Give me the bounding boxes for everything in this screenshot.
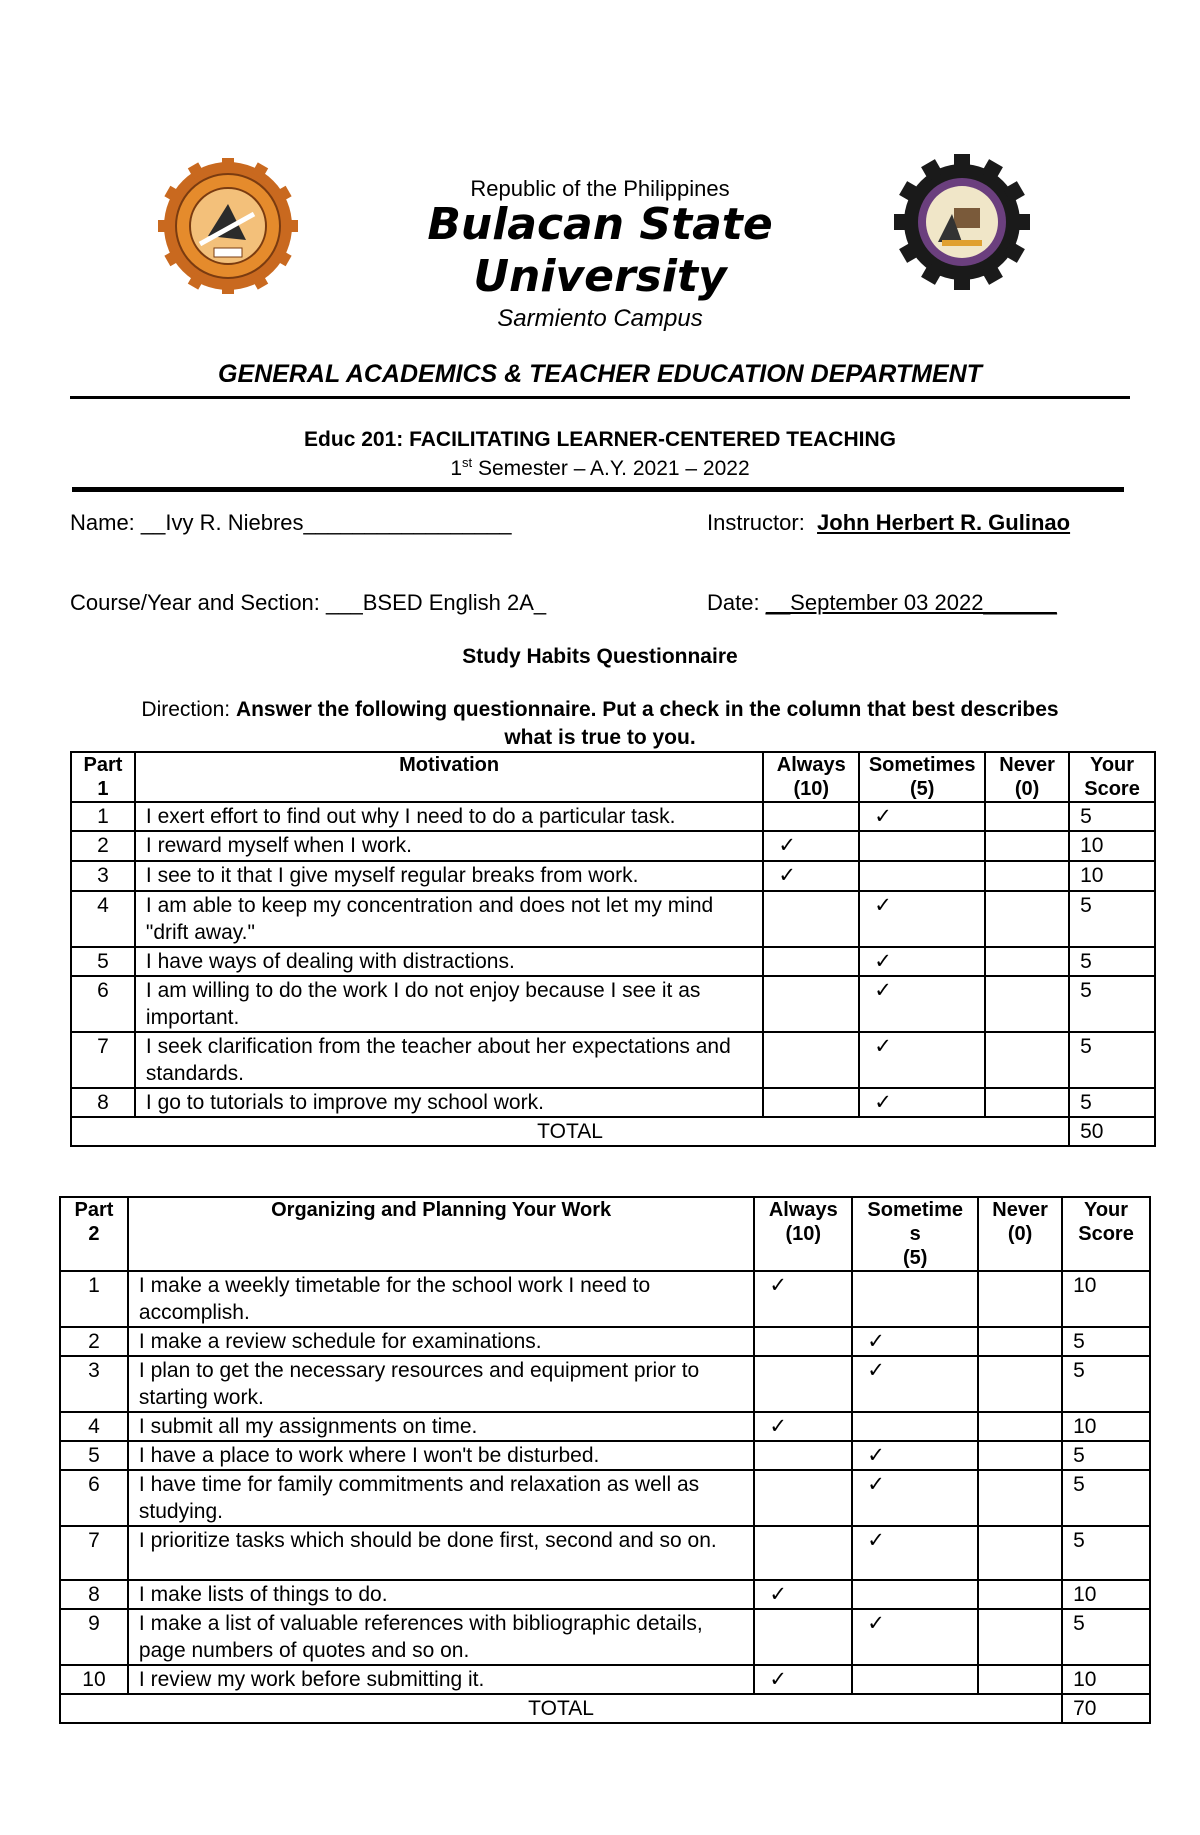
republic-line: Republic of the Philippines xyxy=(470,176,730,201)
header-rule-top xyxy=(70,396,1130,399)
questionnaire-title: Study Habits Questionnaire xyxy=(462,645,738,668)
table-row xyxy=(60,1327,1150,1356)
table-row xyxy=(60,1441,1150,1470)
course-section-field xyxy=(70,590,546,616)
row-number: 8 xyxy=(60,1580,128,1609)
table-row xyxy=(71,1088,1155,1117)
name-value: __Ivy R. Niebres_________________ xyxy=(140,510,512,535)
score-cell: 10 xyxy=(1069,831,1155,861)
score-cell: 5 xyxy=(1062,1526,1150,1580)
total-value: 50 xyxy=(1069,1117,1155,1146)
part1-header-text: Sometimes xyxy=(868,754,976,776)
table-row xyxy=(71,1032,1155,1088)
part2-header-text: Organizing and Planning Your Work xyxy=(271,1199,612,1221)
score-cell: 10 xyxy=(1062,1412,1150,1441)
score-cell: 5 xyxy=(1062,1609,1150,1665)
semester-sup: st xyxy=(462,455,473,470)
always-cell xyxy=(754,1356,852,1412)
row-number: 9 xyxy=(60,1609,128,1665)
part2-header-text: 2 xyxy=(88,1223,100,1245)
table-row xyxy=(71,891,1155,947)
part1-table xyxy=(70,751,1156,1147)
sometimes-cell xyxy=(852,1580,978,1609)
never-cell xyxy=(978,1412,1062,1441)
row-number: 8 xyxy=(71,1088,135,1117)
row-number: 1 xyxy=(71,802,135,831)
course-section-value: ___BSED English 2A_ xyxy=(326,590,547,615)
part2-header-part xyxy=(60,1197,128,1271)
part1-header-text: Never xyxy=(999,754,1055,776)
row-statement: I go to tutorials to improve my school work. xyxy=(135,1088,763,1117)
sometimes-cell: ✓ xyxy=(852,1526,978,1580)
always-cell xyxy=(754,1526,852,1580)
row-statement: I see to it that I give myself regular breaks from work. xyxy=(135,861,763,891)
score-cell: 5 xyxy=(1062,1327,1150,1356)
never-cell xyxy=(985,861,1069,891)
always-cell xyxy=(763,802,859,831)
part1-header-sometimes xyxy=(859,752,985,802)
table-row xyxy=(60,1580,1150,1609)
always-cell xyxy=(763,1088,859,1117)
row-number: 4 xyxy=(60,1412,128,1441)
score-cell: 10 xyxy=(1062,1580,1150,1609)
sometimes-cell: ✓ xyxy=(859,947,985,976)
always-cell: ✓ xyxy=(754,1271,852,1327)
part2-header-text: (10) xyxy=(785,1223,822,1245)
score-cell: 5 xyxy=(1062,1441,1150,1470)
instructor-value: John Herbert R. Gulinao xyxy=(817,510,1071,535)
never-cell xyxy=(978,1580,1062,1609)
part2-header-sometimes xyxy=(852,1197,978,1271)
row-statement: I have a place to work where I won't be disturbed. xyxy=(128,1441,754,1470)
sometimes-cell: ✓ xyxy=(859,1032,985,1088)
sometimes-cell: ✓ xyxy=(859,976,985,1032)
row-statement: I am able to keep my concentration and does not let my mind "drift away." xyxy=(135,891,763,947)
row-number: 2 xyxy=(71,831,135,861)
score-cell: 10 xyxy=(1069,861,1155,891)
total-value: 70 xyxy=(1062,1694,1150,1723)
part1-header-text: Score xyxy=(1084,778,1140,800)
always-cell xyxy=(754,1470,852,1526)
row-number: 7 xyxy=(71,1032,135,1088)
name-field xyxy=(70,510,512,536)
never-cell xyxy=(978,1327,1062,1356)
part1-header-text: Part xyxy=(83,754,123,776)
direction-line1 xyxy=(60,698,1140,722)
row-statement: I make a review schedule for examinations. xyxy=(128,1327,754,1356)
score-cell: 5 xyxy=(1069,947,1155,976)
sometimes-cell: ✓ xyxy=(852,1441,978,1470)
never-cell xyxy=(978,1356,1062,1412)
always-cell xyxy=(763,891,859,947)
never-cell xyxy=(985,1088,1069,1117)
table-row xyxy=(60,1356,1150,1412)
score-cell: 5 xyxy=(1069,802,1155,831)
semester-ordinal: 1 xyxy=(450,457,463,480)
row-number: 6 xyxy=(71,976,135,1032)
always-cell xyxy=(754,1327,852,1356)
sometimes-cell xyxy=(852,1665,978,1694)
campus-name: Sarmiento Campus xyxy=(497,305,703,332)
row-statement: I am willing to do the work I do not enjoy because I see it as important. xyxy=(135,976,763,1032)
never-cell xyxy=(978,1470,1062,1526)
row-statement: I have ways of dealing with distractions. xyxy=(135,947,763,976)
always-cell xyxy=(763,1032,859,1088)
score-cell: 10 xyxy=(1062,1665,1150,1694)
part1-header-text: (5) xyxy=(909,778,935,800)
part2-header-text: Always xyxy=(768,1199,838,1221)
row-statement: I make a weekly timetable for the school work I need to accomplish. xyxy=(128,1271,754,1327)
always-cell: ✓ xyxy=(754,1580,852,1609)
part1-header-score xyxy=(1069,752,1155,802)
sometimes-cell xyxy=(852,1412,978,1441)
row-statement: I review my work before submitting it. xyxy=(128,1665,754,1694)
part2-header-text: Sometime xyxy=(867,1199,963,1221)
always-cell: ✓ xyxy=(754,1412,852,1441)
never-cell xyxy=(978,1665,1062,1694)
sometimes-cell: ✓ xyxy=(852,1609,978,1665)
total-label: TOTAL xyxy=(71,1117,1069,1146)
part2-table xyxy=(59,1196,1151,1724)
table-row xyxy=(71,976,1155,1032)
instructor-label: Instructor: xyxy=(707,510,805,535)
name-label: Name: xyxy=(70,510,141,535)
part1-header-never xyxy=(985,752,1069,802)
never-cell xyxy=(978,1609,1062,1665)
part2-header-text: Score xyxy=(1078,1223,1134,1245)
table-row xyxy=(60,1470,1150,1526)
row-number: 4 xyxy=(71,891,135,947)
total-row xyxy=(60,1694,1150,1723)
course-section-label: Course/Year and Section: xyxy=(70,590,327,615)
sometimes-cell: ✓ xyxy=(852,1470,978,1526)
score-cell: 5 xyxy=(1062,1356,1150,1412)
semester-rest: Semester – A.Y. 2021 – 2022 xyxy=(472,457,750,480)
never-cell xyxy=(978,1441,1062,1470)
score-cell: 5 xyxy=(1069,1032,1155,1088)
part2-header-text: Never xyxy=(992,1199,1048,1221)
part2-header-score xyxy=(1062,1197,1150,1271)
never-cell xyxy=(978,1271,1062,1327)
part2-header-title xyxy=(128,1197,754,1271)
semester-line xyxy=(0,455,1200,481)
always-cell: ✓ xyxy=(763,831,859,861)
never-cell xyxy=(985,891,1069,947)
table-row xyxy=(60,1526,1150,1580)
never-cell xyxy=(985,1032,1069,1088)
sometimes-cell: ✓ xyxy=(859,891,985,947)
never-cell xyxy=(985,831,1069,861)
sometimes-cell: ✓ xyxy=(852,1327,978,1356)
score-cell: 5 xyxy=(1062,1470,1150,1526)
sometimes-cell xyxy=(859,831,985,861)
total-label: TOTAL xyxy=(60,1694,1062,1723)
row-statement: I make a list of valuable references with bibliographic details, page numbers of quotes and so on. xyxy=(128,1609,754,1665)
never-cell xyxy=(978,1526,1062,1580)
date-label: Date: xyxy=(707,590,766,615)
part2-header-row xyxy=(60,1197,1150,1271)
row-number: 3 xyxy=(71,861,135,891)
total-row xyxy=(71,1117,1155,1146)
table-row xyxy=(60,1271,1150,1327)
score-cell: 10 xyxy=(1062,1271,1150,1327)
row-number: 5 xyxy=(71,947,135,976)
sometimes-cell: ✓ xyxy=(859,802,985,831)
always-cell: ✓ xyxy=(754,1665,852,1694)
always-cell xyxy=(763,947,859,976)
score-cell: 5 xyxy=(1069,891,1155,947)
part1-header-always xyxy=(763,752,859,802)
never-cell xyxy=(985,976,1069,1032)
part2-header-text: Your xyxy=(1083,1199,1129,1221)
row-number: 1 xyxy=(60,1271,128,1327)
part1-header-text: (10) xyxy=(793,778,830,800)
part1-header-text: Motivation xyxy=(399,754,500,776)
row-number: 10 xyxy=(60,1665,128,1694)
table-row xyxy=(71,802,1155,831)
row-statement: I exert effort to find out why I need to do a particular task. xyxy=(135,802,763,831)
sometimes-cell: ✓ xyxy=(859,1088,985,1117)
score-cell: 5 xyxy=(1069,1088,1155,1117)
row-number: 5 xyxy=(60,1441,128,1470)
header-rule-bottom xyxy=(72,487,1124,492)
table-row xyxy=(71,861,1155,891)
table-row xyxy=(60,1412,1150,1441)
direction-label: Direction: xyxy=(141,698,236,721)
table-row xyxy=(60,1609,1150,1665)
part1-header-title xyxy=(135,752,763,802)
university-name-line2: University xyxy=(473,251,727,302)
row-number: 7 xyxy=(60,1526,128,1580)
direction-text1: Answer the following questionnaire. Put a check in the column that best describes xyxy=(235,698,1059,721)
date-value: __September 03 2022______ xyxy=(765,590,1057,615)
part2-header-never xyxy=(978,1197,1062,1271)
sometimes-cell xyxy=(859,861,985,891)
row-statement: I have time for family commitments and relaxation as well as studying. xyxy=(128,1470,754,1526)
instructor-field xyxy=(707,510,1070,536)
always-cell xyxy=(754,1441,852,1470)
never-cell xyxy=(985,802,1069,831)
sometimes-cell xyxy=(852,1271,978,1327)
part2-header-text: (5) xyxy=(902,1247,928,1269)
row-statement: I plan to get the necessary resources and equipment prior to starting work. xyxy=(128,1356,754,1412)
part1-header-part xyxy=(71,752,135,802)
department-title: GENERAL ACADEMICS & TEACHER EDUCATION DEPARTMENT xyxy=(218,360,982,388)
table-row xyxy=(71,947,1155,976)
always-cell xyxy=(754,1609,852,1665)
row-statement: I submit all my assignments on time. xyxy=(128,1412,754,1441)
part2-header-text: s xyxy=(909,1223,921,1245)
row-statement: I prioritize tasks which should be done first, second and so on. xyxy=(128,1526,754,1580)
part1-header-text: (0) xyxy=(1014,778,1040,800)
always-cell: ✓ xyxy=(763,861,859,891)
part1-header-text: Always xyxy=(776,754,846,776)
date-field xyxy=(707,590,1057,616)
part1-header-row xyxy=(71,752,1155,802)
always-cell xyxy=(763,976,859,1032)
table-row xyxy=(71,831,1155,861)
sometimes-cell: ✓ xyxy=(852,1356,978,1412)
row-number: 6 xyxy=(60,1470,128,1526)
part2-header-text: (0) xyxy=(1007,1223,1033,1245)
university-name-line1: Bulacan State xyxy=(427,199,773,250)
course-title: Educ 201: FACILITATING LEARNER-CENTERED TEACHING xyxy=(304,428,896,451)
row-number: 3 xyxy=(60,1356,128,1412)
direction-line2: what is true to you. xyxy=(504,726,696,749)
row-statement: I make lists of things to do. xyxy=(128,1580,754,1609)
table-row xyxy=(60,1665,1150,1694)
row-statement: I reward myself when I work. xyxy=(135,831,763,861)
part2-header-text: Part xyxy=(74,1199,114,1221)
row-statement: I seek clarification from the teacher about her expectations and standards. xyxy=(135,1032,763,1088)
part1-header-text: Your xyxy=(1089,754,1135,776)
row-number: 2 xyxy=(60,1327,128,1356)
score-cell: 5 xyxy=(1069,976,1155,1032)
never-cell xyxy=(985,947,1069,976)
part1-header-text: 1 xyxy=(97,778,109,800)
part2-header-always xyxy=(754,1197,852,1271)
